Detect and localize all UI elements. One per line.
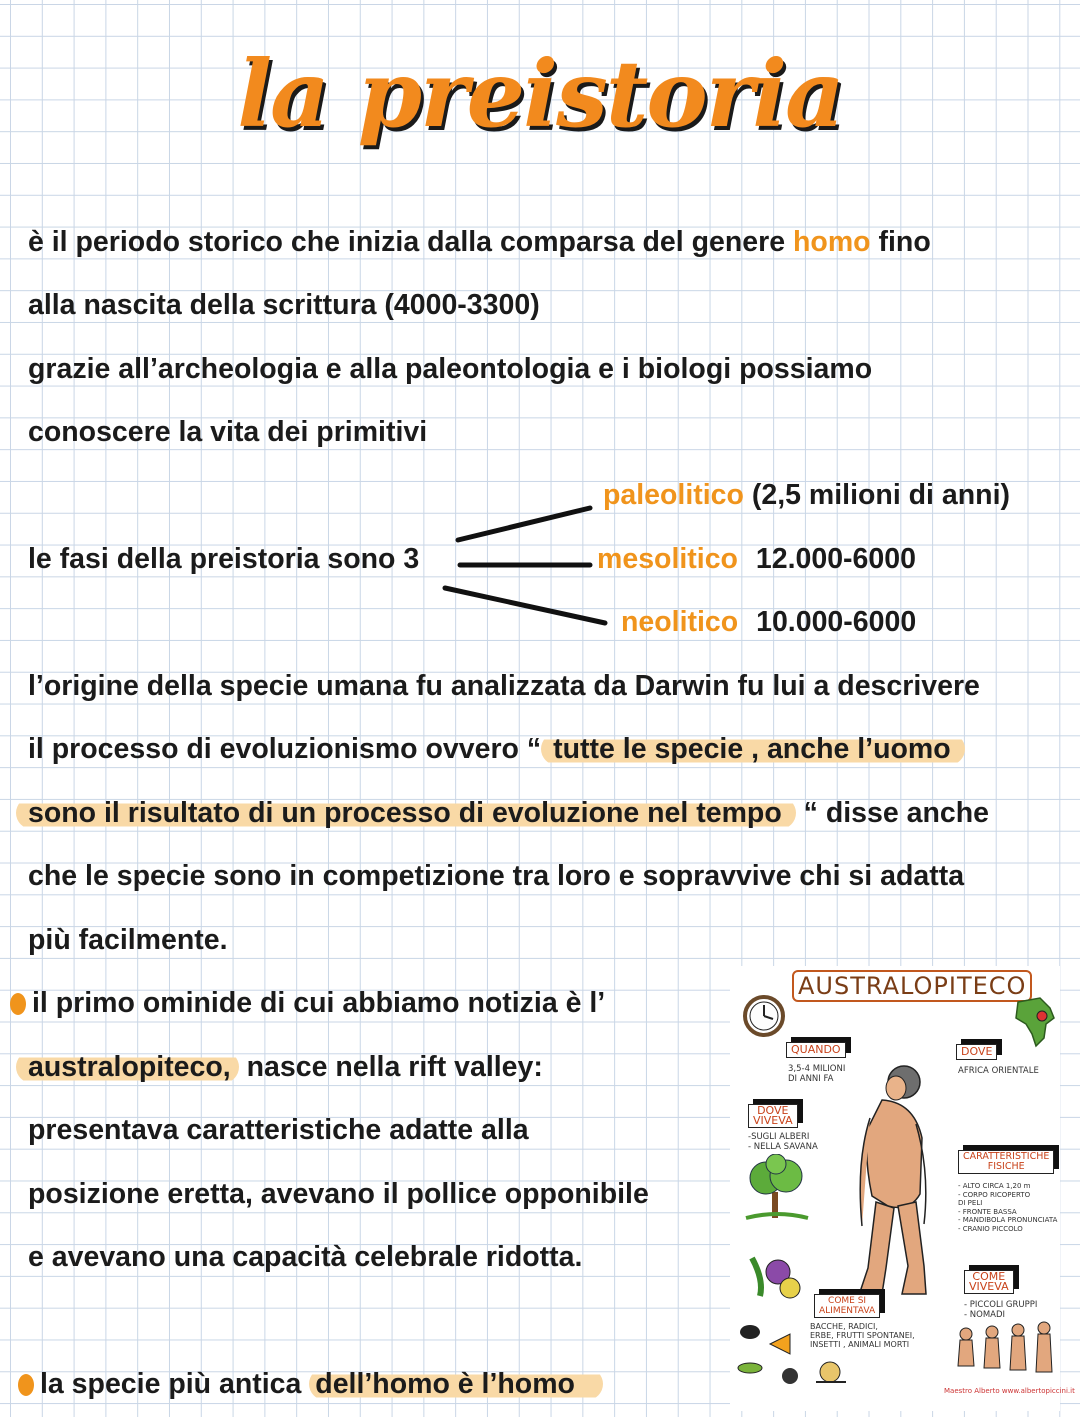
caratteristiche-note: - ALTO CIRCA 1,20 m - CORPO RICOPERTO DI PELI - FRONTE BASSA - MANDIBOLA PRONUNCIATA - CRANIO PICCOLO	[958, 1182, 1058, 1233]
come-si-alimentava-note: BACCHE, RADICI, ERBE, FRUTTI SPONTANEI, INSETTI , ANIMALI MORTI	[810, 1322, 915, 1349]
darwin-text: il processo di evoluzionismo ovvero “	[28, 733, 542, 765]
quando-tag: QUANDO	[786, 1042, 846, 1058]
darwin-line-3	[16, 793, 989, 833]
homo-text: la specie più antica	[40, 1368, 310, 1400]
caratteristiche-tag: CARATTERISTICHE FISICHE	[958, 1150, 1054, 1174]
darwin-quote-highlight: tutte le specie , anche l’uomo	[541, 733, 965, 765]
food-insects-icon	[734, 1250, 814, 1394]
snail-icon	[814, 1358, 848, 1386]
phase-mesolitico	[597, 539, 916, 579]
phase-neolitico	[621, 602, 916, 642]
australopiteco-line-2	[16, 1047, 543, 1087]
homo-keyword: homo	[793, 226, 871, 258]
darwin-line-1: l’origine della specie umana fu analizzata da Darwin fu lui a descrivere	[28, 670, 980, 702]
page-title: la preistoria	[237, 40, 843, 148]
australopiteco-highlight: australopiteco,	[16, 1051, 239, 1083]
darwin-line-4: che le specie sono in competizione tra loro e sopravvive chi si adatta	[28, 860, 965, 892]
australopiteco-figure	[838, 1062, 948, 1304]
phase-period: 10.000-6000	[756, 606, 917, 638]
homo-highlight: dell’homo è l’homo	[309, 1368, 603, 1400]
phases-label: le fasi della preistoria sono 3	[28, 543, 420, 575]
australopiteco-line-5: e avevano una capacità celebrale ridotta.	[28, 1241, 583, 1273]
darwin-line-2	[28, 729, 965, 769]
phase-period: 12.000-6000	[755, 543, 916, 575]
bullet-dot-icon	[10, 993, 26, 1015]
darwin-line-5: più facilmente.	[28, 924, 228, 956]
come-viveva-tag: COME VIVEVA	[964, 1270, 1014, 1294]
phase-paleolitico	[603, 475, 1010, 515]
phase-name: neolitico	[621, 606, 739, 638]
trees-icon	[744, 1154, 810, 1224]
dove-note: AFRICA ORIENTALE	[958, 1066, 1039, 1076]
come-viveva-note: - PICCOLI GRUPPI - NOMADI	[964, 1300, 1038, 1320]
intro-text: è il periodo storico che inizia dalla comparsa del genere	[28, 226, 793, 258]
africa-map-icon	[1010, 994, 1058, 1050]
homo-line	[18, 1364, 603, 1404]
dove-viveva-note: -SUGLI ALBERI - NELLA SAVANA	[748, 1132, 818, 1152]
phase-name: paleolitico	[603, 479, 744, 511]
intro-line-2: alla nascita della scrittura (4000-3300)	[28, 289, 540, 321]
evolution-figures-icon	[952, 1320, 1058, 1378]
intro-line-4: conoscere la vita dei primitivi	[28, 416, 428, 448]
australopiteco-text: nasce nella rift valley:	[238, 1051, 543, 1083]
australopiteco-text: il primo ominide di cui abbiamo notizia è l’	[32, 987, 606, 1019]
australopiteco-line-4: posizione eretta, avevano il pollice opponibile	[28, 1178, 649, 1210]
come-si-alimentava-tag: COME SI ALIMENTAVA	[814, 1294, 880, 1318]
australopiteco-line-1	[10, 983, 605, 1023]
phase-branch-lines	[440, 490, 615, 630]
intro-text: fino	[870, 226, 931, 258]
card-title: AUSTRALOPITECO	[792, 970, 1032, 1002]
quando-note: 3,5-4 MILIONI DI ANNI FA	[788, 1064, 846, 1084]
australopiteco-line-3: presentava caratteristiche adatte alla	[28, 1114, 529, 1146]
darwin-text: “ disse anche	[795, 797, 990, 829]
dove-tag: DOVE	[956, 1044, 997, 1060]
intro-line-1	[28, 222, 931, 262]
darwin-quote-highlight: sono il risultato di un processo di evoluzione nel tempo	[16, 797, 796, 829]
phase-period: (2,5 milioni di anni)	[751, 479, 1010, 511]
australopiteco-infographic	[730, 966, 1075, 1411]
card-credit: Maestro Alberto www.albertopiccini.it	[944, 1387, 1075, 1395]
phase-name: mesolitico	[597, 543, 738, 575]
dove-viveva-tag: DOVE VIVEVA	[748, 1104, 798, 1128]
bullet-dot-icon	[18, 1374, 34, 1396]
clock-icon	[742, 994, 786, 1038]
intro-line-3: grazie all’archeologia e alla paleontologia e i biologi possiamo	[28, 353, 873, 385]
